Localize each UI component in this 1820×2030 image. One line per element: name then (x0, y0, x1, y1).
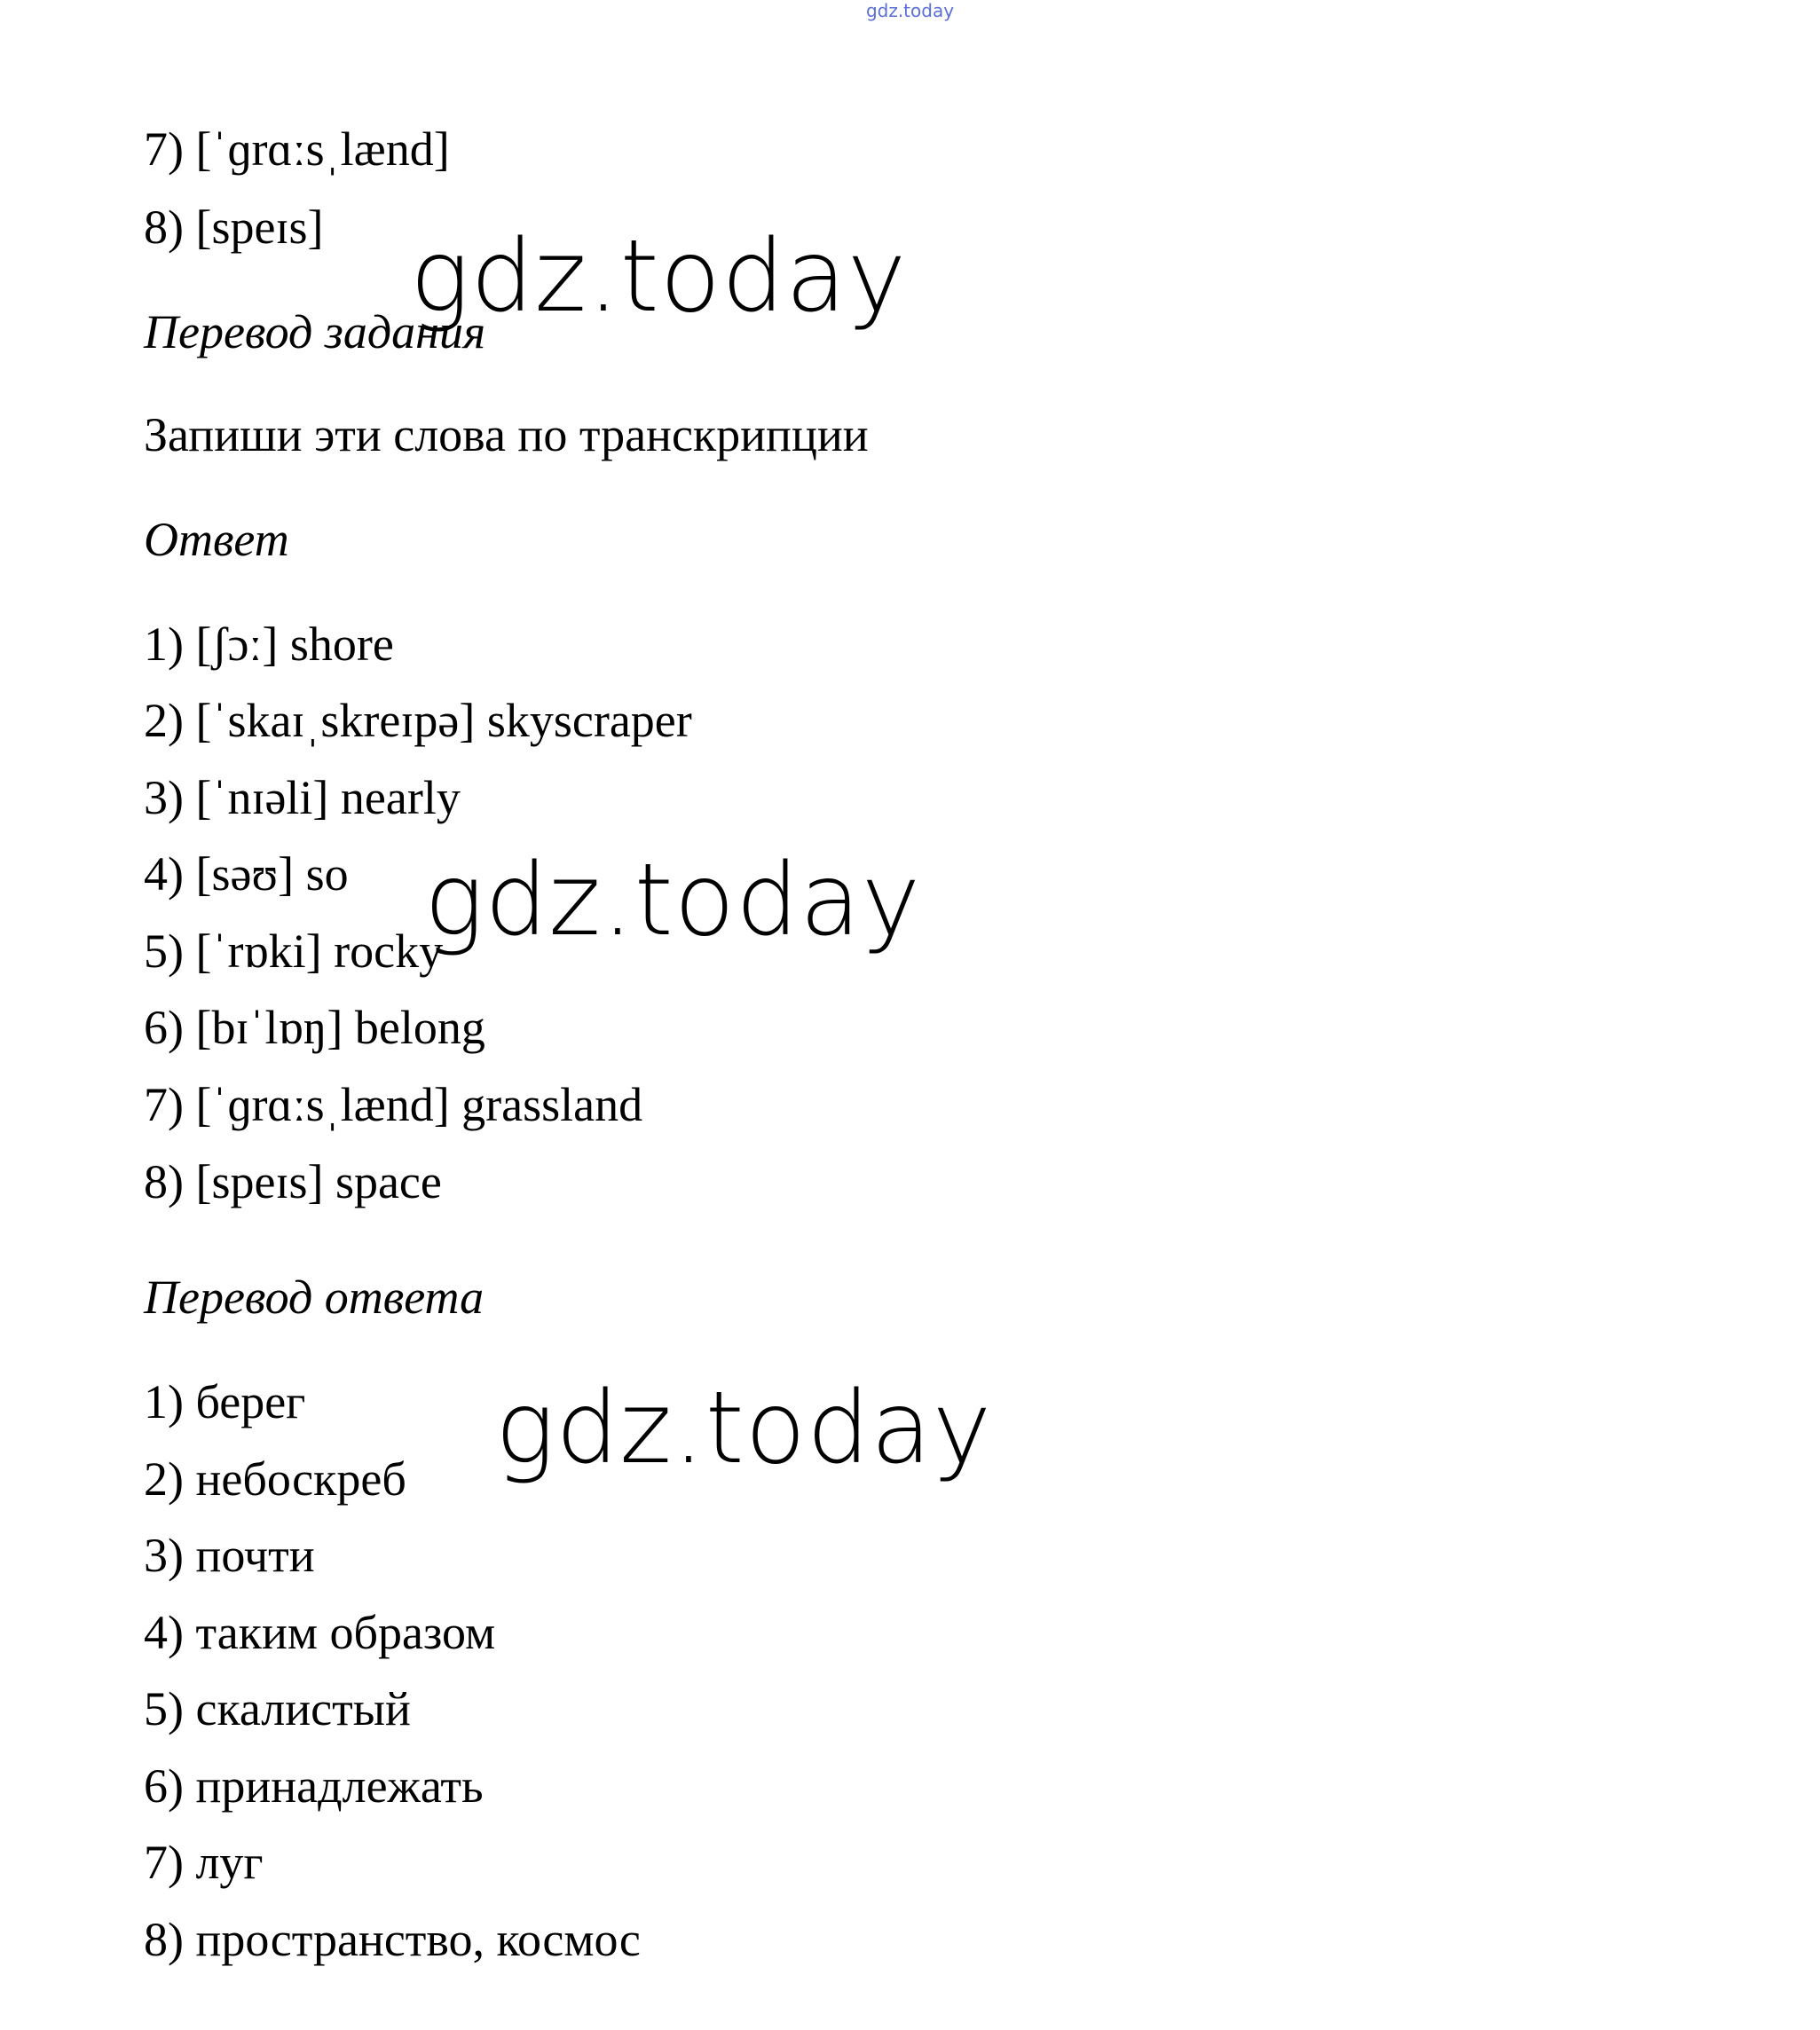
answer-item-6: 6) [bɪˈlɒŋ] belong (144, 1001, 485, 1054)
answer-heading: Ответ (144, 513, 289, 566)
answer-translation-item-6: 6) принадлежать (144, 1759, 484, 1813)
watermark-3: gdz.today (495, 1371, 993, 1486)
answer-translation-item-4: 4) таким образом (144, 1606, 496, 1659)
answer-translation-item-3: 3) почти (144, 1529, 315, 1582)
answer-translation-item-1: 1) берег (144, 1375, 306, 1428)
watermark-1: gdz.today (410, 219, 908, 334)
answer-item-8: 8) [speɪs] space (144, 1155, 442, 1208)
answer-translation-item-7: 7) луг (144, 1836, 264, 1889)
top-watermark: gdz.today (865, 0, 955, 21)
prev-item-8: 8) [speɪs] (144, 201, 324, 254)
answer-item-3: 3) [ˈnɪəli] nearly (144, 771, 461, 824)
answer-translation-heading: Перевод ответа (144, 1271, 485, 1324)
answer-translation-item-2: 2) небоскреб (144, 1452, 406, 1506)
answer-item-5: 5) [ˈrɒki] rocky (144, 925, 444, 978)
answer-translation-item-5: 5) скалистый (144, 1682, 411, 1735)
task-translation-heading: Перевод задания (144, 305, 486, 358)
answer-translation-item-8: 8) пространство, космос (144, 1913, 641, 1966)
answer-item-4: 4) [səʊ] so (144, 847, 349, 901)
prev-item-7: 7) [ˈɡrɑːsˌlænd] (144, 122, 450, 176)
watermark-2: gdz.today (424, 843, 922, 958)
answer-item-7: 7) [ˈɡrɑːsˌlænd] grassland (144, 1078, 643, 1131)
answer-item-2: 2) [ˈskaɪˌskreɪpə] skyscraper (144, 694, 692, 747)
task-translation-text: Запиши эти слова по транскрипции (144, 408, 869, 461)
answer-item-1: 1) [ʃɔː] shore (144, 618, 394, 671)
